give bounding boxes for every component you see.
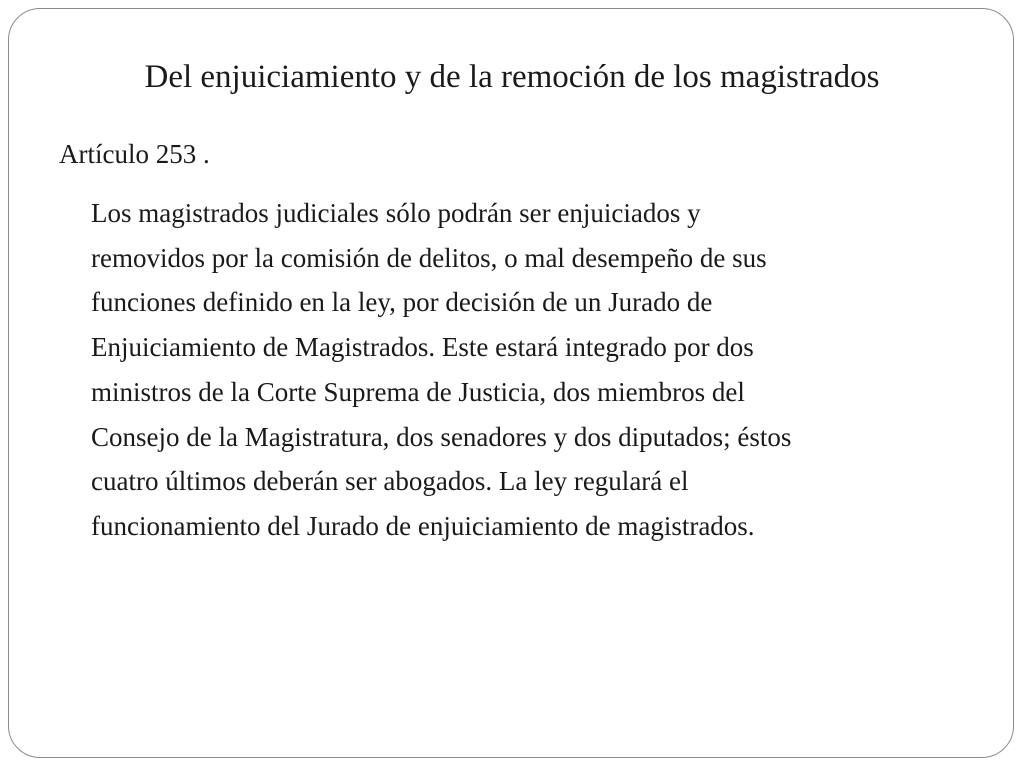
article-heading: Artículo 253 . bbox=[59, 139, 210, 169]
body-line: Consejo de la Magistratura, dos senadores y dos diputados; éstos bbox=[91, 421, 792, 452]
slide-title: Del enjuiciamiento y de la remoción de los magistrados bbox=[144, 59, 880, 95]
body-line: funcionamiento del Jurado de enjuiciamiento de magistrados. bbox=[91, 510, 755, 541]
article-body bbox=[91, 191, 971, 549]
body-line: ministros de la Corte Suprema de Justicia, dos miembros del bbox=[91, 376, 745, 407]
body-line: Enjuiciamiento de Magistrados. Este estará integrado por dos bbox=[91, 332, 754, 363]
slide-frame bbox=[8, 8, 1014, 758]
body-line: funciones definido en la ley, por decisión de un Jurado de bbox=[91, 287, 713, 318]
body-line: removidos por la comisión de delitos, o mal desempeño de sus bbox=[91, 242, 767, 273]
body-line: cuatro últimos deberán ser abogados. La ley regulará el bbox=[91, 466, 689, 497]
body-line: Los magistrados judiciales sólo podrán ser enjuiciados y bbox=[91, 198, 701, 228]
